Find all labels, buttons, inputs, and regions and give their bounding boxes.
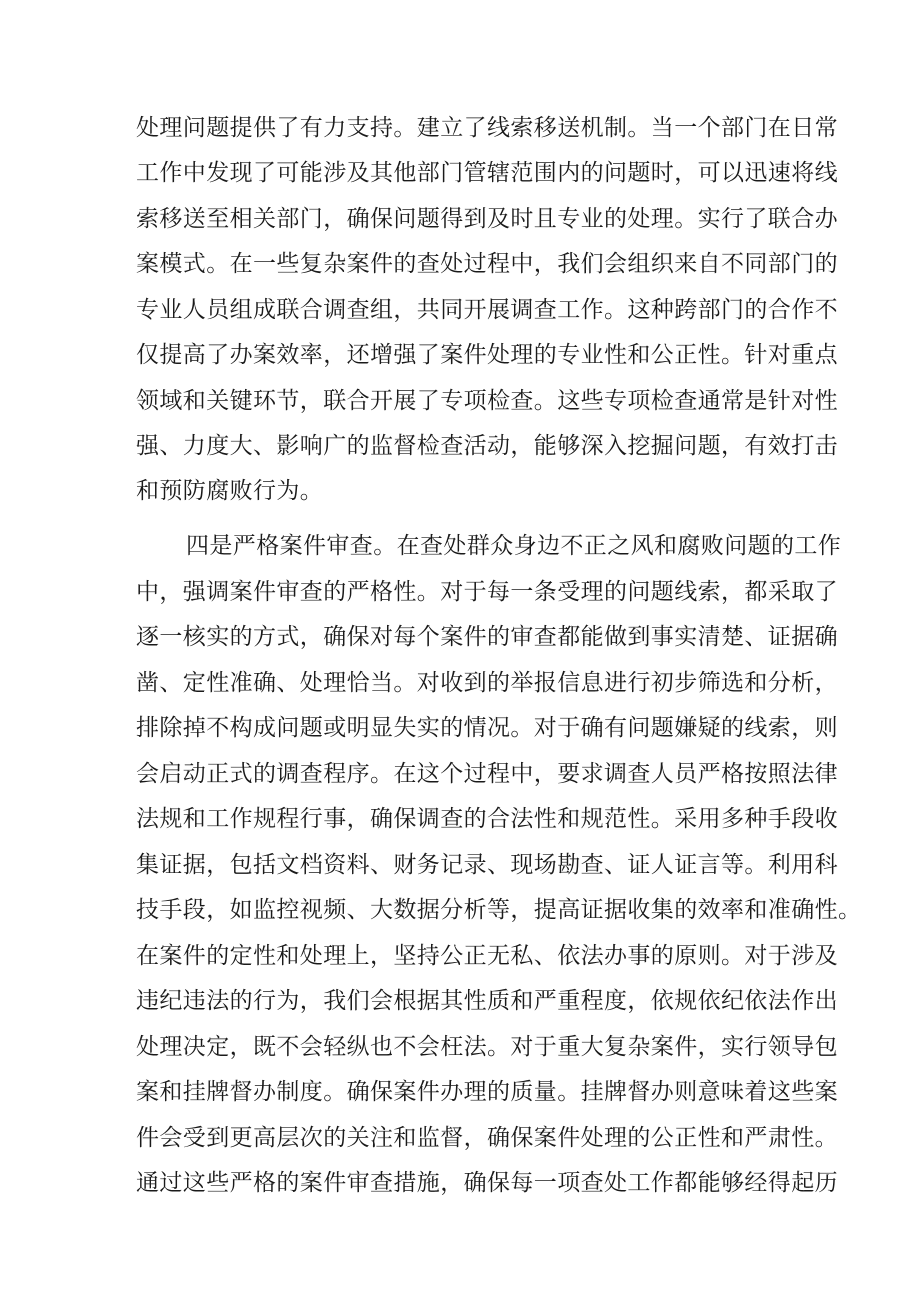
- text-line-8: 强、力度大、影响广的监督检查活动，能够深入挖掘问题，有效打击: [136, 433, 838, 459]
- text-line-13: 凿、定性准确、处理恰当。对收到的举报信息进行初步筛选和分析，: [136, 670, 838, 696]
- text-line-7: 领域和关键环节，联合开展了专项检查。这些专项检查通常是针对性: [136, 388, 838, 414]
- text-line-2: 工作中发现了可能涉及其他部门管辖范围内的问题时，可以迅速将线: [136, 160, 838, 186]
- paragraph-start-line: 四是严格案件审查。在查处群众身边不正之风和腐败问题的工作: [186, 533, 842, 559]
- text-line-11: 中，强调案件审查的严格性。对于每一条受理的问题线索，都采取了: [136, 579, 838, 605]
- text-line-19: 在案件的定性和处理上，坚持公正无私、依法办事的原则。对于涉及: [136, 943, 838, 969]
- text-line-22: 案和挂牌督办制度。确保案件办理的质量。挂牌督办则意味着这些案: [136, 1079, 838, 1105]
- text-line-17: 集证据，包括文档资料、财务记录、现场勘查、证人证言等。利用科: [136, 852, 838, 878]
- text-line-14: 排除掉不构成问题或明显失实的情况。对于确有问题嫌疑的线索，则: [136, 715, 838, 741]
- text-line-4: 案模式。在一些复杂案件的查处过程中，我们会组织来自不同部门的: [136, 251, 838, 277]
- text-line-3: 索移送至相关部门，确保问题得到及时且专业的处理。实行了联合办: [136, 206, 838, 232]
- text-line-18: 技手段，如监控视频、大数据分析等，提高证据收集的效率和准确性。: [136, 897, 862, 923]
- text-line-21: 处理决定，既不会轻纵也不会枉法。对于重大复杂案件，实行领导包: [136, 1034, 838, 1060]
- text-line-15: 会启动正式的调查程序。在这个过程中，要求调查人员严格按照法律: [136, 761, 838, 787]
- text-line-6: 仅提高了办案效率，还增强了案件处理的专业性和公正性。针对重点: [136, 342, 838, 368]
- text-line-24: 通过这些严格的案件审查措施，确保每一项查处工作都能够经得起历: [136, 1170, 838, 1196]
- text-line-16: 法规和工作规程行事，确保调查的合法性和规范性。采用多种手段收: [136, 806, 838, 832]
- text-line-23: 件会受到更高层次的关注和监督，确保案件处理的公正性和严肃性。: [136, 1125, 838, 1151]
- text-line-5: 专业人员组成联合调查组，共同开展调查工作。这种跨部门的合作不: [136, 297, 838, 323]
- text-line-20: 违纪违法的行为，我们会根据其性质和严重程度，依规依纪依法作出: [136, 988, 838, 1014]
- text-line-9: 和预防腐败行为。: [136, 478, 324, 504]
- text-line-1: 处理问题提供了有力支持。建立了线索移送机制。当一个部门在日常: [136, 115, 838, 141]
- text-line-12: 逐一核实的方式，确保对每个案件的审查都能做到事实清楚、证据确: [136, 624, 838, 650]
